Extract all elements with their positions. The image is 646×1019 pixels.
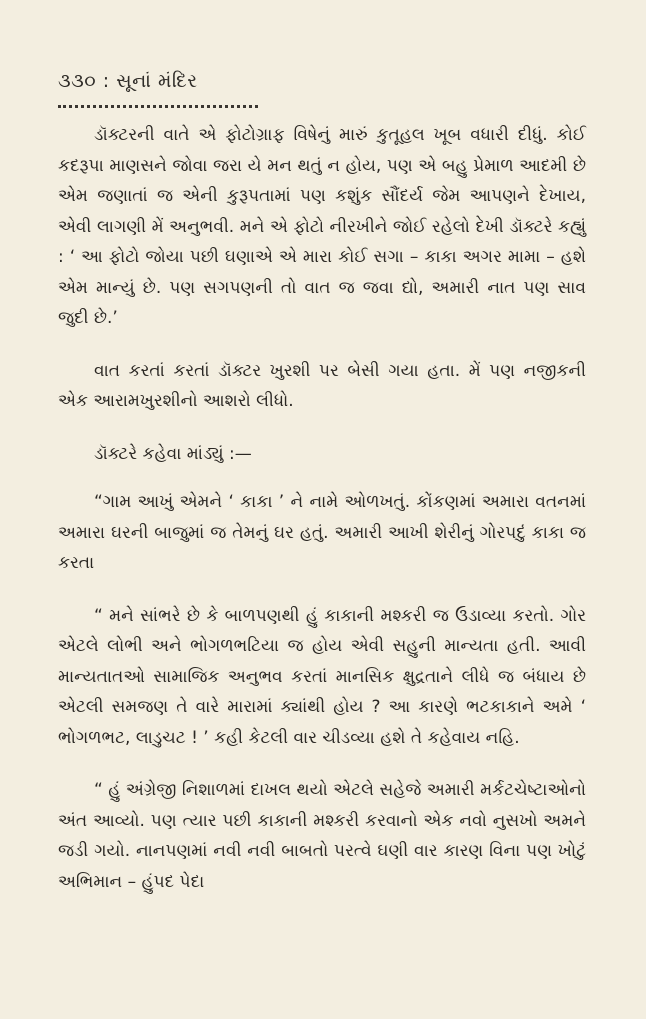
paragraph: ડૉક્ટરની વાતે એ ફોટોગ્રાફ વિષેનું મારું કુતૂહલ ખૂબ વધારી દીધું. કોઈ કદરૂપા માણસને જોવા જરા યે મન થતું ન હોય, પણ એ બહુ પ્રેમાળ આદમી છે એમ જણાતાં જ એની કુરૂપતામાં પણ કશુંક સૌંદર્ય જેમ આપણને દેખાય, એવી લાગણી મેં અનુભવી. મને એ ફોટો નીરખીને જોઈ રહેલો દેખી ડૉક્ટરે કહ્યું : ‘ આ ફોટો જોયા પછી ઘણાએ એ મારા કોઈ સગા – કાકા અગર મામા – હશે એમ માન્યું છે. પણ સગપણની તો વાત જ જવા દ્યો, અમારી નાત પણ સાવ જુદી છે.’ [58,125,586,328]
page-body [58,120,586,919]
paragraph: ડૉક્ટરે કહેવા માંડ્યું :— [94,443,252,464]
running-head: ૩૩૦ : સૂનાં મંદિર [58,70,198,92]
header-dotted-rule [58,105,258,108]
paragraph: વાત કરતાં કરતાં ડૉક્ટર ખુરશી પર બેસી ગયા હતા. મેં પણ નજીકની એક આરામખુરશીનો આશરો લીધો. [58,360,586,411]
paragraph: “ મને સાંભરે છે કે બાળપણથી હું કાકાની મશ્કરી જ ઉડાવ્યા કરતો. ગોર એટલે લોભી અને ભોગળભટિયા જ હોય એવી સહુની માન્યતા હતી. આવી માન્યતાતઓ સામાજિક અનુભવ કરતાં માનસિક ક્ષુદ્રતાને લીધે જ બંધાય છે એટલી સમજણ તે વારે મારામાં ક્યાંથી હોય ? આ કારણે ભટકાકાને અમે ‘ ભોગળભટ, લાડુચટ ! ’ કહી કેટલી વાર ચીડવ્યા હશે તે કહેવાય નહિ. [58,605,586,748]
paragraph: “ગામ આખું એમને ‘ કાકા ’ ને નામે ઓળખતું. કોંકણમાં અમારા વતનમાં અમારા ઘરની બાજુમાં જ તેમનું ઘર હતું. અમારી આખી શેરીનું ગોરપદું કાકા જ કરતા [58,492,586,573]
paragraph: “ હું અંગ્રેજી નિશાળમાં દાખલ થયો એટલે સહેજે અમારી મર્કટચેષ્ટાઓનો અંત આવ્યો. પણ ત્યાર પછી કાકાની મશ્કરી કરવાનો એક નવો નુસખો અમને જડી ગયો. નાનપણમાં નવી નવી બાબતો પરત્વે ઘણી વાર કારણ વિના પણ ખોટું અભિમાન – હુંપદ પેદા [58,780,586,892]
